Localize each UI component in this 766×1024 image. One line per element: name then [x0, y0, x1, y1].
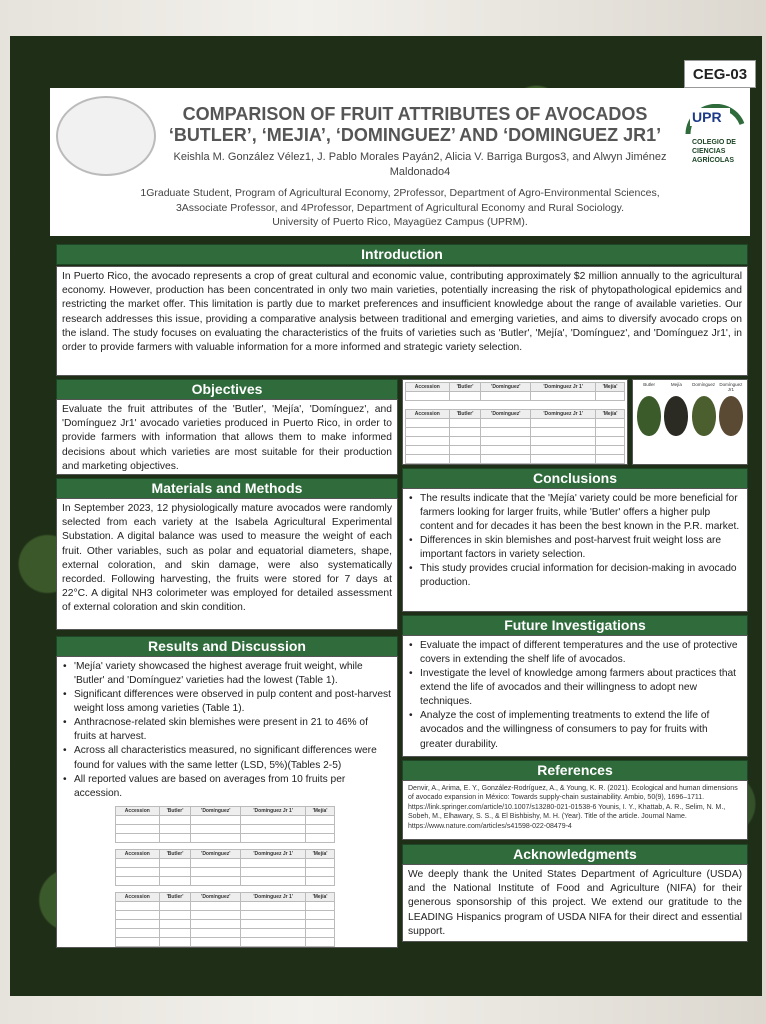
photo-label: Domínguez	[692, 382, 716, 387]
table-header: 'Domínguez'	[191, 849, 241, 858]
table-header: Accession	[116, 892, 160, 901]
table-header: 'Domínguez Jr 1'	[241, 806, 306, 815]
objectives-heading: Objectives	[56, 379, 398, 400]
results-tables	[57, 804, 397, 949]
introduction-text: In Puerto Rico, the avocado represents a crop of great cultural and economic value, contributing approximately $2 million annually to the agricultural economy. However, production has been concentrated in only two main varieties, potentially increasing the risk of phytopathological epidemics and restricting the market offer. This limitation is partly due to market preferences and insufficient knowledge about the range of available varieties. Our research addresses this issue, providing a comparative analysis between traditional and emerging varieties, and aims to diversify avocado crops on the island. The study focuses on evaluating the characteristics of the fruits of varieties such as 'Butler', 'Mejía', 'Domínguez', and 'Domínguez Jr1', in order to provide farmers with valuable information for a more informed and strategic variety selection.	[62, 271, 742, 354]
conclusions-bullet: • This study provides crucial information for decision-making in avocado production.	[409, 562, 741, 590]
conclusions-heading: Conclusions	[402, 468, 748, 489]
logo-line1: COLEGIO DE	[692, 139, 736, 146]
objectives-box	[56, 399, 398, 475]
poster-title	[150, 104, 680, 145]
table-header: 'Butler'	[449, 383, 481, 392]
table-header: 'Domínguez'	[191, 806, 241, 815]
table-header: 'Mejía'	[306, 849, 335, 858]
table-header: 'Mejía'	[596, 410, 625, 419]
right-tables-box	[402, 379, 628, 465]
results-list	[57, 657, 397, 804]
introduction-box	[56, 266, 748, 376]
table-header: 'Butler'	[449, 410, 481, 419]
table-header: 'Domínguez Jr 1'	[241, 849, 306, 858]
results-heading: Results and Discussion	[56, 636, 398, 657]
references-heading: References	[402, 760, 748, 781]
results-box	[56, 656, 398, 948]
avocado-whole-icon	[719, 396, 743, 436]
logo-abbr: UPR	[692, 109, 722, 125]
conclusions-list	[403, 489, 747, 594]
affiliation-line-1: 1Graduate Student, Program of Agricultural Economy, 2Professor, Department of Agro-Environmental Sciences,	[140, 187, 660, 199]
table-header: Accession	[406, 383, 450, 392]
table-header: 'Mejía'	[306, 892, 335, 901]
affiliation-line-3: University of Puerto Rico, Mayagüez Campus (UPRM).	[272, 216, 528, 229]
acknowledgments-text: We deeply thank the United States Department of Agriculture (USDA) and the National Institute of Food and Agriculture (NIFA) for their generous sponsorship of this project. We extend our gratitude to the LEADING Hispanics program of USDA NIFA for their direct and essential support.	[408, 869, 742, 937]
table-header: 'Mejía'	[306, 806, 335, 815]
references-box	[402, 780, 748, 840]
table-header: 'Butler'	[159, 806, 191, 815]
introduction-heading: Introduction	[56, 244, 748, 265]
table-3	[115, 892, 335, 947]
table-2	[115, 849, 335, 886]
university-seal-icon	[56, 96, 156, 176]
future-box	[402, 635, 748, 757]
logo-line2: CIENCIAS	[692, 148, 726, 155]
table-header: Accession	[116, 849, 160, 858]
results-bullet: • All reported values are based on averages from 10 fruits per accession.	[63, 773, 391, 801]
whole-fruits	[633, 394, 747, 438]
authors: Keishla M. González Vélez1, J. Pablo Morales Payán2, Alicia V. Barriga Burgos3, and Alwyn Jiménez Maldonado4	[173, 151, 667, 178]
photo-label: Domínguez Jr1	[719, 382, 743, 392]
acknowledgments-box	[402, 864, 748, 942]
future-bullet: • Evaluate the impact of different temperatures and the use of protective covers in extending the shelf life of avocados.	[409, 639, 741, 667]
table-1	[115, 806, 335, 843]
affiliation-line-2: 3Associate Professor, and 4Professor, Department of Agricultural Economy and Rural Sociology.	[175, 201, 625, 214]
results-bullet: • Anthracnose-related skin blemishes were present in 21 to 46% of fruits at harvest.	[63, 716, 391, 744]
upr-logo-icon	[684, 104, 746, 184]
references-text: Denvir, A., Arima, E. Y., González-Rodríguez, A., & Young, K. R. (2021). Ecological and human dimensions of avocado expansion in México: Towards supply-chain sustainability. Ambio, 50(9), 1696–1711. https://link.springer.com/article/10.1007/s13280-021-01538-6 Younis, I. Y., Khattab, A. R., Selim, N. M., Sobeh, M., Elhawary, S. S., & El Bishbishy, M. H. (Year). Title of the article. Journal Name. https://www.nature.com/articles/s41598-022-08479-4	[408, 785, 738, 830]
table-header: 'Domínguez'	[481, 410, 531, 419]
avocado-whole-icon	[664, 396, 688, 436]
methods-text: In September 2023, 12 physiologically mature avocados were randomly selected from each variety at the Isabela Agricultural Experimental Substation. A digital balance was used to measure the weight of each fruit. Other variables, such as polar and equatorial diameters, shape, external coloration, and skin damage, were also systematically recorded. Following harvesting, the fruits were stored for 7 days at 22°C. A digital NH3 colorimeter was employed for detailed assessment of external coloration and skin condition.	[62, 503, 392, 614]
future-list	[403, 636, 747, 755]
methods-box	[56, 498, 398, 630]
future-bullet: • Analyze the cost of implementing treatments to extend the life of avocados and the willingness of consumers to pay for fruits with greater durability.	[409, 709, 741, 751]
table-header: 'Domínguez'	[191, 892, 241, 901]
table-header: 'Mejía'	[596, 383, 625, 392]
objectives-text: Evaluate the fruit attributes of the 'Butler', 'Mejía', 'Domínguez', and 'Domínguez Jr1' avocado varieties produced in Puerto Rico, in order to provide farmers with information that allows them to make informed decisions about which varieties are most suitable for their production and marketing objectives.	[62, 404, 392, 472]
logo-line3: AGRÍCOLAS	[692, 157, 734, 164]
photo-label: Mejía	[670, 382, 682, 387]
table-header: 'Butler'	[159, 849, 191, 858]
table-header: Accession	[406, 410, 450, 419]
results-bullet: • Across all characteristics measured, no significant differences were found for values with the same letter (LSD, 5%)(Tables 2-5)	[63, 744, 391, 772]
conclusions-box	[402, 488, 748, 612]
future-heading: Future Investigations	[402, 615, 748, 636]
avocado-whole-icon	[637, 396, 661, 436]
future-bullet: • Investigate the level of knowledge among farmers about practices that extend the life of avocados and their willingness to adopt new techniques.	[409, 667, 741, 709]
conclusions-bullet: • The results indicate that the 'Mejía' variety could be more beneficial for farmers looking for larger fruits, while 'Butler' offers a higher pulp content and for decades it has been the best known in the P.R. market.	[409, 492, 741, 534]
conclusions-bullet: • Differences in skin blemishes and post-harvest fruit weight loss are important factors in variety selection.	[409, 534, 741, 562]
photo-labels	[633, 380, 747, 394]
results-bullet: • 'Mejía' variety showcased the highest average fruit weight, while 'Butler' and 'Domínguez' varieties had the lowest (Table 1).	[63, 660, 391, 688]
table-header: 'Domínguez Jr 1'	[531, 383, 596, 392]
acknowledgments-heading: Acknowledgments	[402, 844, 748, 865]
affiliations	[90, 186, 710, 230]
table-5	[405, 409, 625, 464]
table-4	[405, 382, 625, 401]
photo-label: Butler	[643, 382, 655, 387]
title-line-2: ‘BUTLER’, ‘MEJIA’, ‘DOMINGUEZ’ AND ‘DOMINGUEZ JR1’	[168, 124, 662, 145]
avocado-whole-icon	[692, 396, 716, 436]
table-header: 'Domínguez Jr 1'	[531, 410, 596, 419]
methods-heading: Materials and Methods	[56, 478, 398, 499]
poster-code: CEG-03	[684, 60, 756, 88]
table-header: 'Butler'	[159, 892, 191, 901]
avocado-photo	[632, 379, 748, 465]
results-bullet: • Significant differences were observed in pulp content and post-harvest weight loss among varieties (Table 1).	[63, 688, 391, 716]
table-header: Accession	[116, 806, 160, 815]
table-header: 'Domínguez'	[481, 383, 531, 392]
title-line-1: COMPARISON OF FRUIT ATTRIBUTES OF AVOCADOS	[182, 104, 648, 124]
table-header: 'Domínguez Jr 1'	[241, 892, 306, 901]
